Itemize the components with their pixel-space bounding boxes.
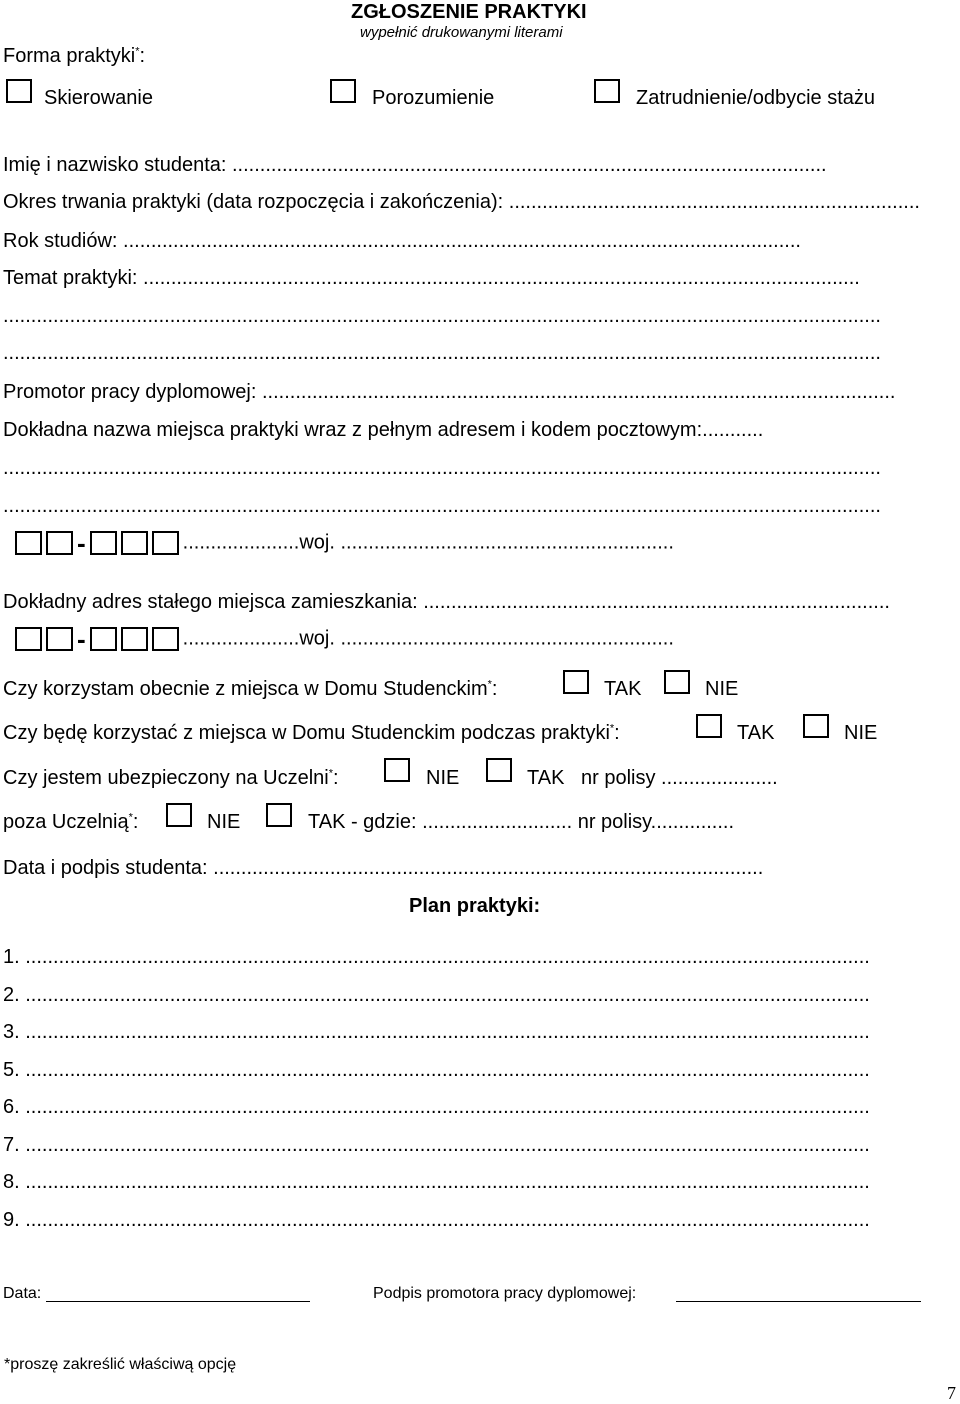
checkbox-insured-uni-tak[interactable] (486, 758, 512, 782)
dorm-now-nie-label: NIE (705, 678, 739, 700)
plan-item[interactable]: 5. ........................................................................................................................................................ (3, 1059, 870, 1081)
postal-digit-box[interactable] (121, 627, 148, 651)
page-subtitle: wypełnić drukowanymi literami (360, 24, 563, 41)
student-name-field[interactable]: Imię i nazwisko studenta: ........................................................................................................... (3, 154, 827, 176)
insured-outside-tak-field[interactable]: TAK - gdzie: ........................... nr polisy............... (308, 811, 735, 833)
checkbox-zatrudnienie[interactable] (594, 79, 620, 103)
asterisk: * (609, 722, 615, 735)
postal-dash: - (77, 527, 86, 558)
postal-digit-box[interactable] (121, 531, 148, 555)
plan-title: Plan praktyki: (409, 895, 541, 917)
residence-city-voivodeship-field[interactable]: .....................woj. ............................................................ (182, 627, 674, 650)
residence-field[interactable]: Dokładny adres stałego miejsca zamieszkania: .................................................................................... (3, 591, 890, 613)
residence-postal-row (15, 623, 674, 654)
date-label: Data: (3, 1285, 42, 1302)
promoter-field[interactable]: Promotor pracy dyplomowej: .................................................................................................................. (3, 381, 896, 403)
postal-digit-box[interactable] (46, 531, 73, 555)
checkbox-skierowanie[interactable] (6, 79, 32, 103)
footnote: *proszę zakreślić właściwą opcję (4, 1356, 237, 1373)
question-dorm-during (3, 721, 620, 745)
asterisk: * (128, 811, 133, 824)
postal-digit-box[interactable] (90, 627, 117, 651)
topic-continuation-2[interactable]: .............................................................................................................................................................. (3, 342, 881, 364)
question-insured-outside (3, 810, 138, 834)
asterisk: * (328, 767, 333, 780)
checkbox-insured-uni-nie[interactable] (384, 758, 410, 782)
postal-digit-box[interactable] (46, 627, 73, 651)
date-signature-line[interactable] (46, 1301, 310, 1302)
postal-dash: - (77, 623, 86, 654)
topic-continuation-1[interactable]: .............................................................................................................................................................. (3, 305, 881, 327)
plan-item[interactable]: 8. ........................................................................................................................................................ (3, 1171, 870, 1193)
asterisk: * (135, 45, 140, 58)
dorm-now-tak-label: TAK (604, 678, 642, 700)
place-city-voivodeship-field[interactable]: .....................woj. ............................................................ (182, 531, 674, 554)
insured-uni-nie-label: NIE (426, 767, 460, 789)
duration-field[interactable]: Okres trwania praktyki (data rozpoczęcia i zakończenia): .......................................................................... (3, 191, 920, 213)
place-field[interactable]: Dokładna nazwa miejsca praktyki wraz z pełnym adresem i kodem pocztowym:........... (3, 419, 764, 441)
plan-item[interactable]: 9. ........................................................................................................................................................ (3, 1209, 870, 1231)
postal-digit-box[interactable] (15, 627, 42, 651)
page-title: ZGŁOSZENIE PRAKTYKI (351, 1, 587, 23)
asterisk: * (487, 678, 492, 691)
option-zatrudnienie: Zatrudnienie/odbycie stażu (636, 87, 876, 109)
insured-uni-tak-label: TAK (527, 767, 565, 789)
dorm-during-nie-label: NIE (844, 722, 878, 744)
colon: : (139, 45, 146, 67)
colon: : (332, 767, 339, 789)
plan-item[interactable]: 3. ........................................................................................................................................................ (3, 1021, 870, 1043)
dorm-during-tak-label: TAK (737, 722, 775, 744)
question-label: Czy będę korzystać z miejsca w Domu Studenckim podczas praktyki (3, 722, 610, 744)
form-type-label-text: Forma praktyki (3, 45, 136, 67)
page-number: 7 (947, 1383, 956, 1403)
checkbox-insured-outside-tak[interactable] (266, 803, 292, 827)
place-continuation-1[interactable]: .............................................................................................................................................................. (3, 457, 881, 479)
form-type-label (3, 44, 145, 68)
checkbox-dorm-during-nie[interactable] (803, 714, 829, 738)
insured-uni-policy-field[interactable]: nr polisy ..................... (581, 767, 778, 789)
topic-field[interactable]: Temat praktyki: ................................................................................................................................. (3, 267, 860, 289)
postal-digit-box[interactable] (152, 531, 179, 555)
option-skierowanie: Skierowanie (44, 87, 153, 109)
student-signature-field[interactable]: Data i podpis studenta: ................................................................................................... (3, 857, 764, 879)
checkbox-porozumienie[interactable] (330, 79, 356, 103)
question-insured-uni (3, 766, 339, 790)
option-porozumienie: Porozumienie (372, 87, 495, 109)
question-dorm-now (3, 677, 497, 701)
postal-digit-box[interactable] (15, 531, 42, 555)
promoter-signature-line[interactable] (676, 1301, 921, 1302)
place-postal-row (15, 527, 674, 558)
colon: : (132, 811, 139, 833)
question-label: Czy jestem ubezpieczony na Uczelni (3, 767, 329, 789)
checkbox-insured-outside-nie[interactable] (166, 803, 192, 827)
promoter-signature-label: Podpis promotora pracy dyplomowej: (373, 1285, 637, 1302)
plan-item[interactable]: 2. ........................................................................................................................................................ (3, 984, 870, 1006)
place-continuation-2[interactable]: .............................................................................................................................................................. (3, 495, 881, 517)
plan-item[interactable]: 1. ........................................................................................................................................................ (3, 946, 870, 968)
year-field[interactable]: Rok studiów: .......................................................................................................................... (3, 230, 801, 252)
colon: : (491, 678, 498, 700)
postal-digit-box[interactable] (90, 531, 117, 555)
checkbox-dorm-during-tak[interactable] (696, 714, 722, 738)
plan-item[interactable]: 6. ........................................................................................................................................................ (3, 1096, 870, 1118)
checkbox-dorm-now-nie[interactable] (664, 670, 690, 694)
checkbox-dorm-now-tak[interactable] (563, 670, 589, 694)
plan-item[interactable]: 7. ........................................................................................................................................................ (3, 1134, 870, 1156)
question-label: poza Uczelnią (3, 811, 129, 833)
postal-digit-box[interactable] (152, 627, 179, 651)
insured-outside-nie-label: NIE (207, 811, 241, 833)
colon: : (614, 722, 620, 744)
question-label: Czy korzystam obecnie z miejsca w Domu Studenckim (3, 678, 488, 700)
